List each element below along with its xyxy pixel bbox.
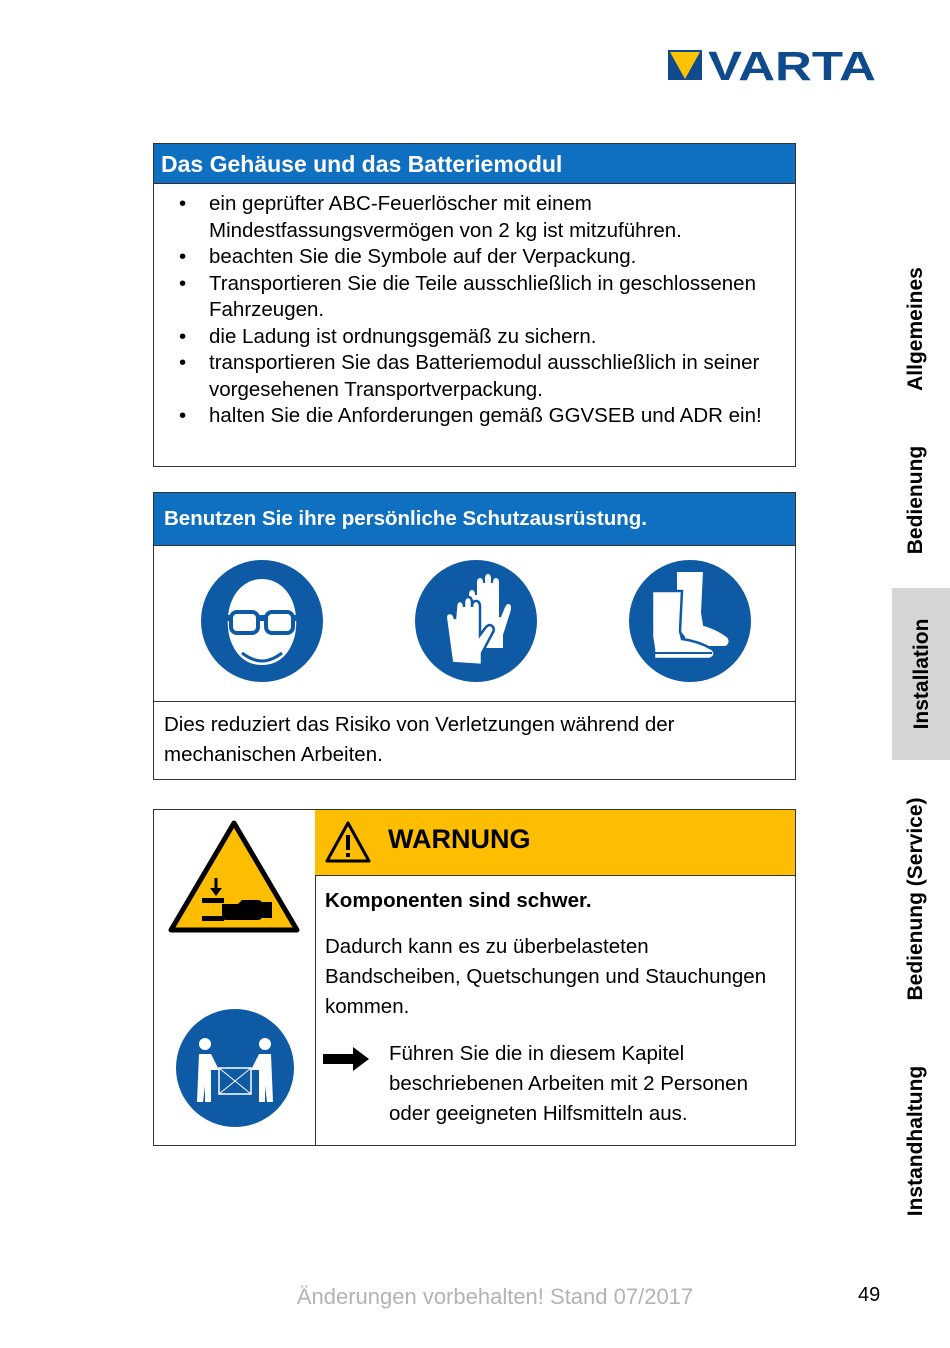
warning-header: [315, 810, 795, 876]
ppe-icons-row: [154, 546, 795, 702]
warning-instruction: [325, 1039, 785, 1129]
list-item: • ein geprüfter ABC-Feuerlöscher mit einem Mindestfassungsvermögen von 2 kg ist mitzuführen.: [209, 191, 785, 244]
transport-box: [153, 143, 796, 467]
gloves-icon: [412, 557, 540, 685]
footer-note: Änderungen vorbehalten! Stand 07/2017: [296, 1284, 694, 1309]
list-item: • transportieren Sie das Batteriemodul ausschließlich in seiner vorgesehenen Transportverpackung.: [209, 350, 785, 403]
crush-hazard-icon: [168, 820, 300, 934]
tab-bedienung[interactable]: [886, 425, 946, 575]
eye-protection-icon: [198, 557, 326, 685]
arrow-right-icon: [323, 1047, 369, 1071]
warning-text: Dadurch kann es zu überbelasteten Bandscheiben, Quetschungen und Stauchungen kommen.: [325, 935, 767, 1018]
tab-label: Installation: [910, 618, 933, 730]
tab-label: Bedienung: [904, 445, 927, 555]
ppe-box-title: Benutzen Sie ihre persönliche Schutzausrüstung.: [154, 493, 795, 546]
page-number: 49: [858, 1284, 881, 1306]
warning-box: [153, 809, 796, 1146]
ppe-box: [153, 492, 796, 780]
ppe-note: Dies reduziert das Risiko von Verletzungen während der mechanischen Arbeiten.: [164, 713, 675, 766]
transport-box-title: Das Gehäuse und das Batteriemodul: [154, 144, 795, 184]
tab-label: Bedienung (Service): [904, 797, 927, 1001]
varta-logo: [668, 46, 878, 84]
tab-instandhaltung[interactable]: [886, 1050, 946, 1232]
tab-label: Instandhaltung: [904, 1065, 927, 1217]
safety-boots-icon: [626, 557, 754, 685]
warning-triangle-icon: [324, 820, 372, 864]
tab-allgemeines[interactable]: [886, 250, 946, 408]
tab-bedienung-service[interactable]: [886, 770, 946, 1028]
warning-title: WARNUNG: [388, 824, 531, 854]
tab-label: Allgemeines: [904, 267, 927, 391]
list-item: • Transportieren Sie die Teile ausschließlich in geschlossenen Fahrzeugen.: [209, 271, 785, 324]
two-person-lift-icon: [173, 1006, 297, 1130]
warning-symbols: [154, 810, 316, 1145]
list-item: • beachten Sie die Symbole auf der Verpackung.: [209, 244, 785, 271]
warning-content: [315, 810, 795, 1145]
instruction-text: Führen Sie die in diesem Kapitel beschriebenen Arbeiten mit 2 Personen oder geeigneten Hilfsmitteln aus.: [389, 1042, 748, 1125]
transport-requirements-list: [154, 184, 795, 430]
list-item: • halten Sie die Anforderungen gemäß GGVSEB und ADR ein!: [209, 403, 785, 430]
svg-text:VARTA: VARTA: [708, 46, 876, 84]
list-item: • die Ladung ist ordnungsgemäß zu sichern.: [209, 324, 785, 351]
warning-headline: Komponenten sind schwer.: [325, 889, 592, 912]
tab-installation[interactable]: [892, 588, 950, 760]
